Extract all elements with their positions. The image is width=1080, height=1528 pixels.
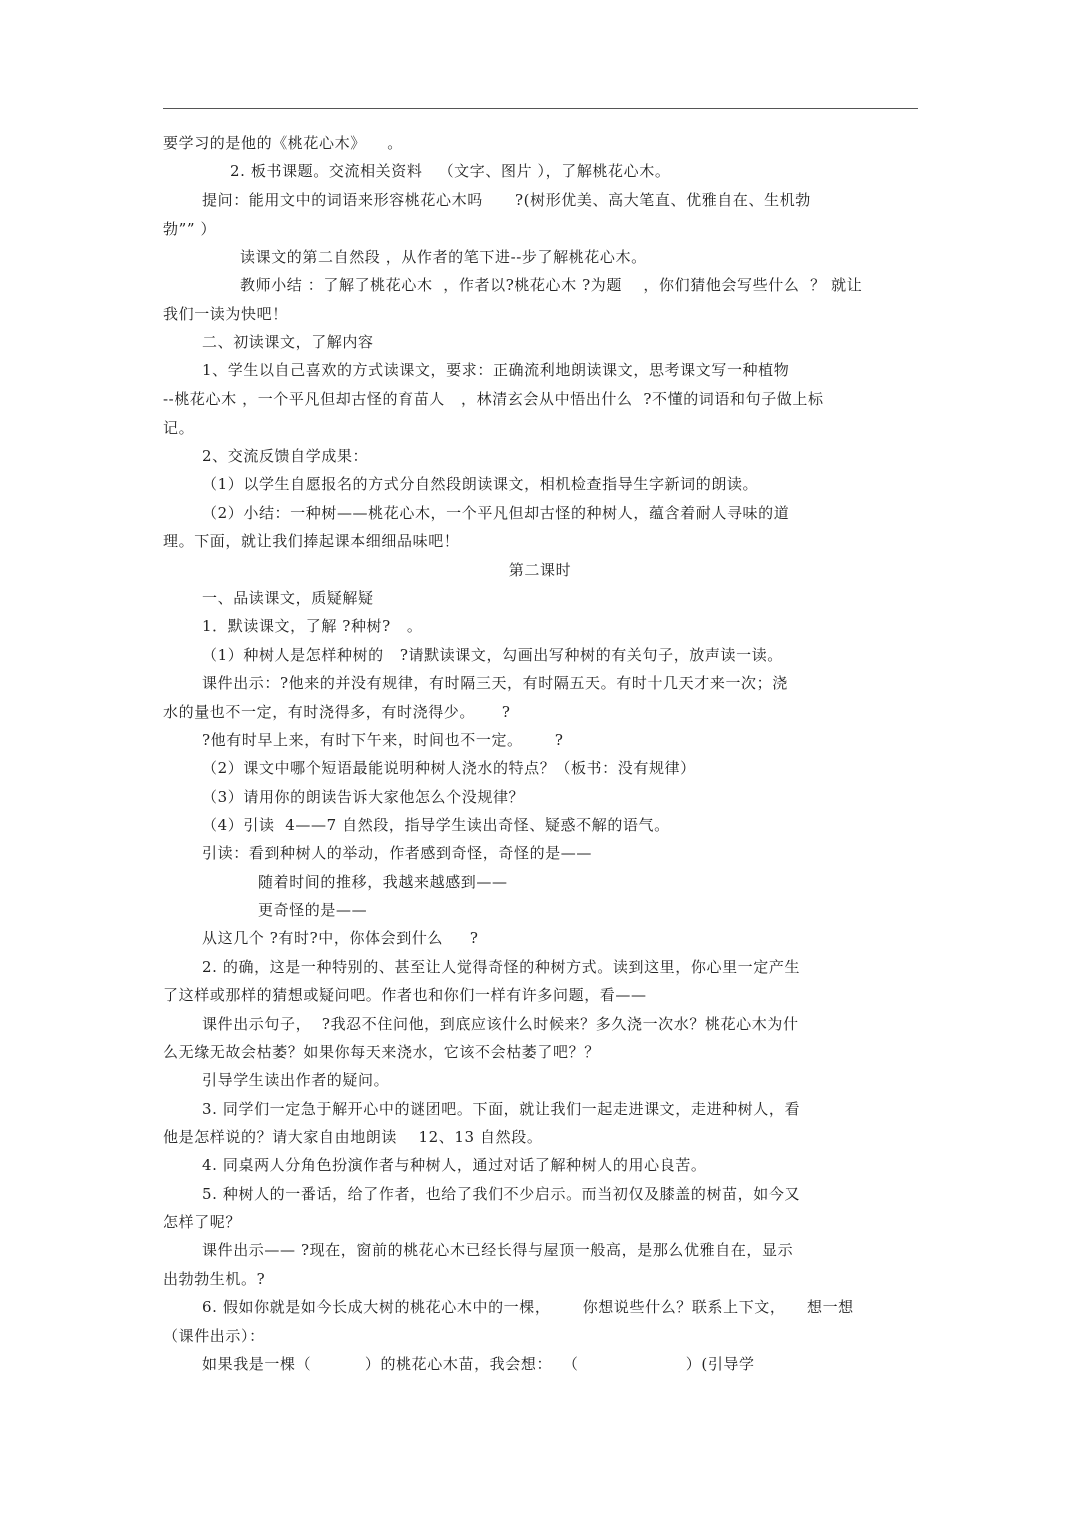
text-line: （4）引读 4——7 自然段，指导学生读出奇怪、疑惑不解的语气。 bbox=[202, 816, 670, 834]
text-line: 勃”” ） bbox=[163, 220, 217, 238]
text-line: 读课文的第二自然段 ，从作者的笔下进--步了解桃花心木。 bbox=[240, 248, 647, 266]
text-line: 课件出示—— ?现在，窗前的桃花心木已经长得与屋顶一般高，是那么优雅自在，显示 bbox=[202, 1241, 794, 1259]
text-line: 2. 板书课题。交流相关资料 （文字、图片 ），了解桃花心木。 bbox=[230, 162, 671, 180]
text-line: 1．默读课文，了解 ?种树? 。 bbox=[202, 617, 423, 635]
header-rule bbox=[163, 108, 918, 109]
text-line: 如果我是一棵（ ）的桃花心木苗，我会想： （ ）(引导学 bbox=[202, 1355, 755, 1373]
text-line: 课件出示：?他来的并没有规律，有时隔三天，有时隔五天。有时十几天才来一次；浇 bbox=[202, 674, 788, 692]
text-line: 2. 的确，这是一种特别的、甚至让人觉得奇怪的种树方式。读到这里，你心里一定产生 bbox=[202, 958, 801, 976]
text-line: 他是怎样说的？请大家自由地朗读 12、13 自然段。 bbox=[163, 1128, 543, 1146]
text-line: 水的量也不一定，有时浇得多，有时浇得少。 ? bbox=[163, 703, 511, 721]
text-line: 理。下面，就让我们捧起课本细细品味吧！ bbox=[163, 532, 460, 550]
text-line: 2、交流反馈自学成果： bbox=[202, 447, 369, 465]
text-line: 提问：能用文中的词语来形容桃花心木吗 ?(树形优美、高大笔直、优雅自在、生机勃 bbox=[202, 191, 811, 209]
text-line: 怎样了呢？ bbox=[163, 1213, 242, 1231]
text-line: 5. 种树人的一番话，给了作者，也给了我们不少启示。而当初仅及膝盖的树苗，如今又 bbox=[202, 1185, 801, 1203]
section-heading: 二、初读课文，了解内容 bbox=[202, 333, 374, 351]
text-line: 引导学生读出作者的疑问。 bbox=[202, 1071, 390, 1089]
lesson-title: 第二课时 bbox=[508, 561, 572, 579]
text-line: 随着时间的推移，我越来越感到—— bbox=[258, 873, 508, 891]
text-line: 出勃勃生机。? bbox=[163, 1270, 266, 1288]
text-line: --桃花心木 ，一个平凡但却古怪的育苗人 ，林清玄会从中悟出什么 ?不懂的词语和句子做上标 bbox=[163, 390, 824, 408]
text-line: （2）课文中哪个短语最能说明种树人浇水的特点？（板书：没有规律） bbox=[202, 759, 696, 777]
text-line: （课件出示）： bbox=[163, 1327, 265, 1345]
text-line: 从这几个 ?有时?中，你体会到什么 ? bbox=[202, 929, 479, 947]
text-line: 记。 bbox=[163, 419, 195, 437]
text-line: 1、学生以自己喜欢的方式读课文，要求：正确流利地朗读课文，思考课文写一种植物 bbox=[202, 361, 790, 379]
text-line: 引读：看到种树人的举动，作者感到奇怪，奇怪的是—— bbox=[202, 844, 593, 862]
text-line: （3）请用你的朗读告诉大家他怎么个没规律？ bbox=[202, 788, 525, 806]
text-line: 4. 同桌两人分角色扮演作者与种树人，通过对话了解种树人的用心良苦。 bbox=[202, 1156, 707, 1174]
text-line: 课件出示句子， ?我忍不住问他，到底应该什么时候来？多久浇一次水？桃花心木为什 bbox=[202, 1015, 799, 1033]
text-line: （1）以学生自愿报名的方式分自然段朗读课文，相机检查指导生字新词的朗读。 bbox=[202, 475, 759, 493]
section-heading: 一、品读课文，质疑解疑 bbox=[202, 589, 374, 607]
text-line: 么无缘无故会枯萎？如果你每天来浇水，它该不会枯萎了吧？？ bbox=[163, 1043, 600, 1061]
text-line: 要学习的是他的《桃花心木》 。 bbox=[163, 134, 403, 152]
text-line: 了这样或那样的猜想或疑问吧。作者也和你们一样有许多问题，看—— bbox=[163, 986, 647, 1004]
text-line: 3. 同学们一定急于解开心中的谜团吧。下面，就让我们一起走进课文，走进种树人，看 bbox=[202, 1100, 801, 1118]
text-line: （2）小结：一种树——桃花心木，一个平凡但却古怪的种树人，蕴含着耐人寻味的道 bbox=[202, 504, 790, 522]
text-line: ?他有时早上来，有时下午来，时间也不一定。 ? bbox=[202, 731, 564, 749]
text-line: 教师小结 ：了解了桃花心木 ，作者以?桃花心木 ?为题 ，你们猜他会写些什么 ？ 就让 bbox=[240, 276, 863, 294]
text-line: （1）种树人是怎样种树的 ?请默读课文，勾画出写种树的有关句子，放声读一读。 bbox=[202, 646, 783, 664]
text-line: 6. 假如你就是如今长成大树的桃花心木中的一棵， 你想说些什么？联系上下文， 想一想 bbox=[202, 1298, 854, 1316]
text-line: 我们一读为快吧！ bbox=[163, 305, 288, 323]
text-line: 更奇怪的是—— bbox=[258, 901, 368, 919]
